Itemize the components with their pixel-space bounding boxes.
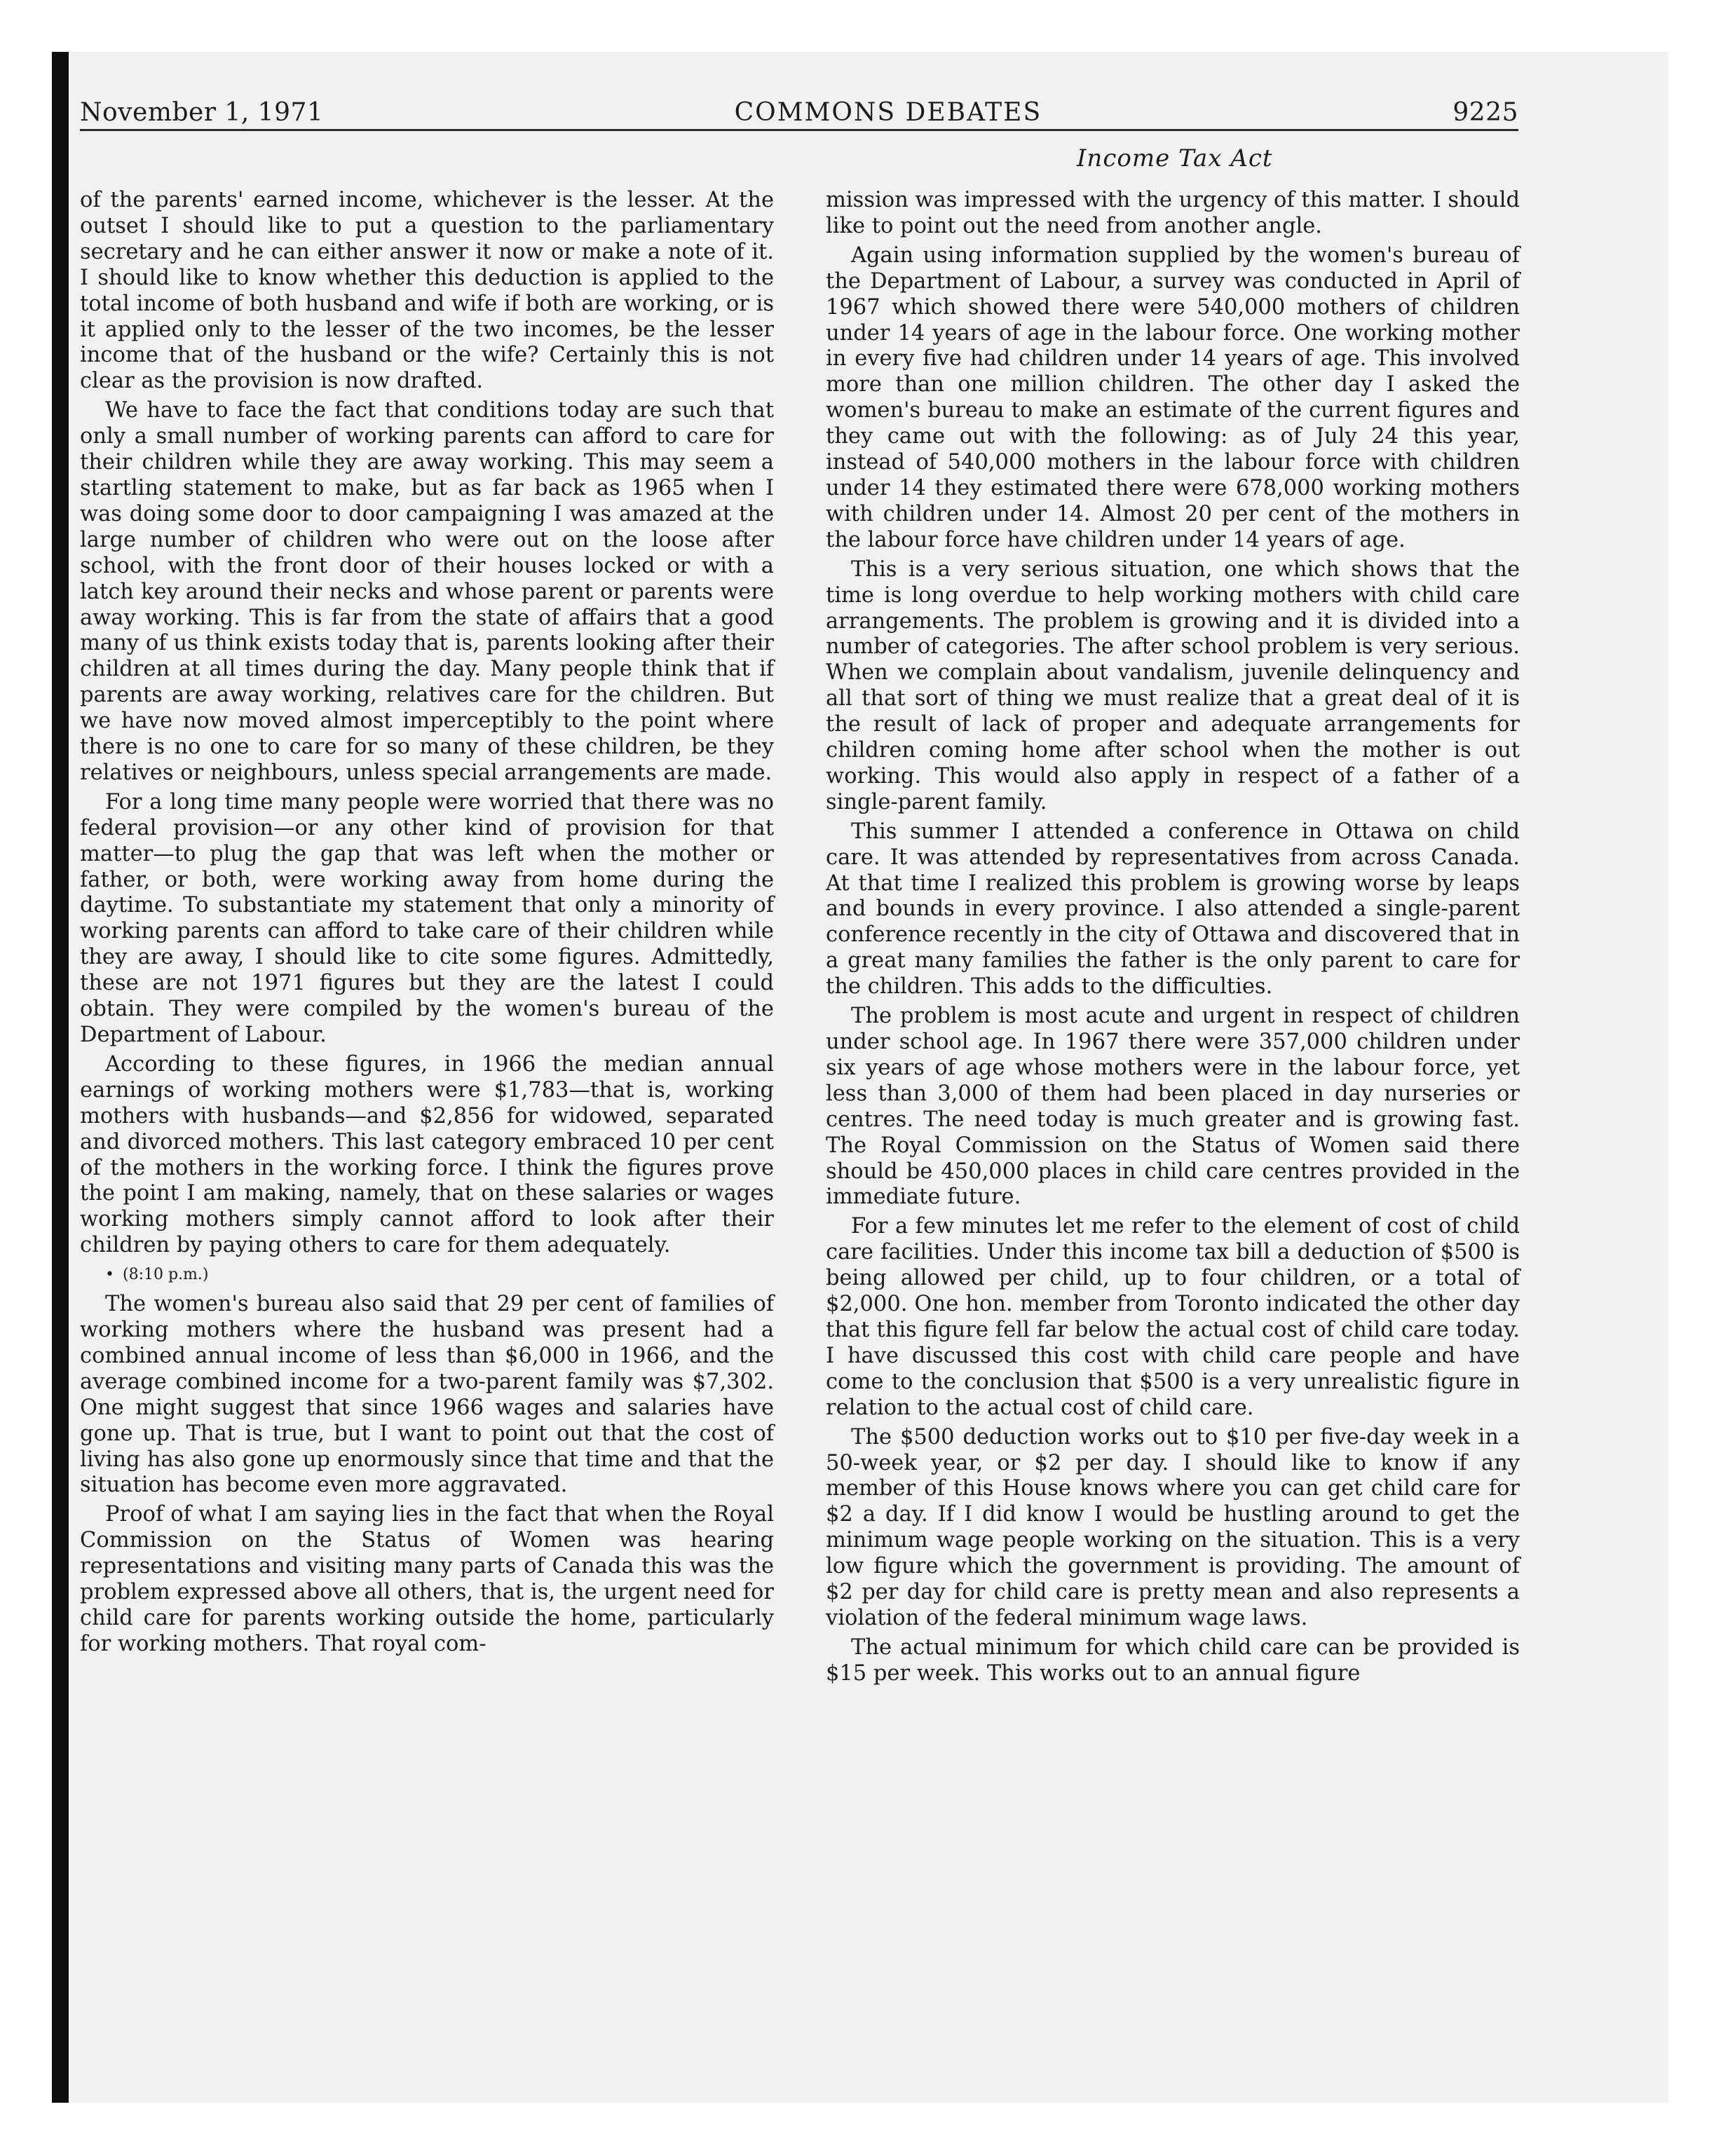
right-column bbox=[826, 188, 1520, 1691]
running-head bbox=[80, 98, 1518, 130]
scan-edge bbox=[52, 52, 69, 2103]
header-rule bbox=[80, 129, 1518, 131]
paragraph: of the parents' earned income, whichever is the lesser. At the outset I should like to put a question to the parliamentary secretary and he can either answer it now or make a note of it. I should like to know whether this deduction is applied to the total income of both husband and wife if both are working, or is it applied only to the lesser of the two incomes, be the lesser income that of the husband or the wife? Certainly this is not clear as the provision is now drafted. bbox=[80, 188, 774, 394]
paragraph: Again using information supplied by the women's bureau of the Department of Labour, a survey was conducted in April of 1967 which showed there were 540,000 mothers of children under 14 years of age in the labour force. One working mother in every five had children under 14 years of age. This involved more than one million children. The other day I asked the women's bureau to make an estimate of the current figures and they came out with the following: as of July 24 this year, instead of 540,000 mothers in the labour force with children under 14 they estimated there were 678,000 working mothers with children under 14. Almost 20 per cent of the mothers in the labour force have children under 14 years of age. bbox=[826, 243, 1520, 552]
paragraph: This summer I attended a conference in Ottawa on child care. It was attended by representatives from across Canada. At that time I realized this problem is growing worse by leaps and bounds in every province. I also attended a single-parent conference recently in the city of Ottawa and discovered that in a great many families the father is the only parent to care for the children. This adds to the difficulties. bbox=[826, 819, 1520, 999]
paragraph: The problem is most acute and urgent in respect of children under school age. In 1967 there were 357,000 children under six years of age whose mothers were in the labour force, yet less than 3,000 of them had been placed in day nurseries or centres. The need today is much greater and is growing fast. The Royal Commission on the Status of Women said there should be 450,000 places in child care centres provided in the immediate future. bbox=[826, 1004, 1520, 1210]
header-publication: COMMONS DEBATES bbox=[734, 98, 1042, 127]
paragraph: We have to face the fact that conditions today are such that only a small number of working parents can afford to care for their children while they are away working. This may seem a startling statement to make, but as far back as 1965 when I was doing some door to door campaigning I was amazed at the large number of children who were out on the loose after school, with the front door of their houses locked or with a latch key around their necks and whose parent or parents were away working. This is far from the state of affairs that a good many of us think exists today that is, parents looking after their children at all times during the day. Many people think that if parents are away working, relatives care for the children. But we have now moved almost imperceptibly to the point where there is no one to care for so many of these children, be they relatives or neighbours, unless special arrangements are made. bbox=[80, 398, 774, 785]
paragraph: For a few minutes let me refer to the element of cost of child care facilities. Under this income tax bill a deduction of $500 is being allowed per child, up to four children, or a total of $2,000. One hon. member from Toronto indicated the other day that this figure fell far below the actual cost of child care today. I have discussed this cost with child care people and have come to the conclusion that $500 is a very unrealistic figure in relation to the actual cost of child care. bbox=[826, 1214, 1520, 1420]
paragraph: For a long time many people were worried that there was no federal provision—or any other kind of provision for that matter—to plug the gap that was left when the mother or father, or both, were working away from home during the daytime. To substantiate my statement that only a minority of working parents can afford to take care of their children while they are away, I should like to cite some figures. Admittedly, these are not 1971 figures but they are the latest I could obtain. They were compiled by the women's bureau of the Department of Labour. bbox=[80, 789, 774, 1047]
time-stamp-text: (8:10 p.m.) bbox=[122, 1266, 209, 1284]
paragraph: According to these figures, in 1966 the median annual earnings of working mothers were $1,783—that is, working mothers with husbands—and $2,856 for widowed, separated and divorced mothers. This last category embraced 10 per cent of the mothers in the working force. I think the figures prove the point I am making, namely, that on these salaries or wages working mothers simply cannot afford to look after their children by paying others to care for them adequately. bbox=[80, 1051, 774, 1258]
header-page-number: 9225 bbox=[1452, 98, 1518, 127]
paragraph: Proof of what I am saying lies in the fact that when the Royal Commission on the Status of Women was hearing representations and visiting many parts of Canada this was the problem expressed above all others, that is, the urgent need for child care for parents working outside the home, particularly for working mothers. That royal com- bbox=[80, 1502, 774, 1656]
paragraph: This is a very serious situation, one which shows that the time is long overdue to help working mothers with child care arrangements. The problem is growing and it is divided into a number of categories. The after school problem is very serious. When we complain about vandalism, juvenile delinquency and all that sort of thing we must realize that a great deal of it is the result of lack of proper and adequate arrangements for children coming home after school when the mother is out working. This would also apply in respect of a father of a single-parent family. bbox=[826, 557, 1520, 814]
time-stamp bbox=[80, 1262, 774, 1288]
section-subject: Income Tax Act bbox=[1077, 144, 1273, 172]
paragraph: mission was impressed with the urgency of this matter. I should like to point out the need from another angle. bbox=[826, 188, 1520, 238]
paragraph: The actual minimum for which child care can be provided is $15 per week. This works out to an annual figure bbox=[826, 1635, 1520, 1686]
bullet-icon: • bbox=[105, 1266, 114, 1284]
paragraph: The women's bureau also said that 29 per cent of families of working mothers where the husband was present had a combined annual income of less than $6,000 in 1966, and the average combined income for a two-parent family was $7,302. One might suggest that since 1966 wages and salaries have gone up. That is true, but I want to point out that the cost of living has also gone up enormously since that time and that the situation has become even more aggravated. bbox=[80, 1292, 774, 1498]
header-date: November 1, 1971 bbox=[80, 98, 324, 127]
paragraph: The $500 deduction works out to $10 per five-day week in a 50-week year, or $2 per day. I should like to know if any member of this House knows where you can get child care for $2 a day. If I did know I would be hustling around to get the minimum wage people working on the situation. This is a very low figure which the government is providing. The amount of $2 per day for child care is pretty mean and also represents a violation of the federal minimum wage laws. bbox=[826, 1424, 1520, 1630]
left-column bbox=[80, 188, 774, 1661]
